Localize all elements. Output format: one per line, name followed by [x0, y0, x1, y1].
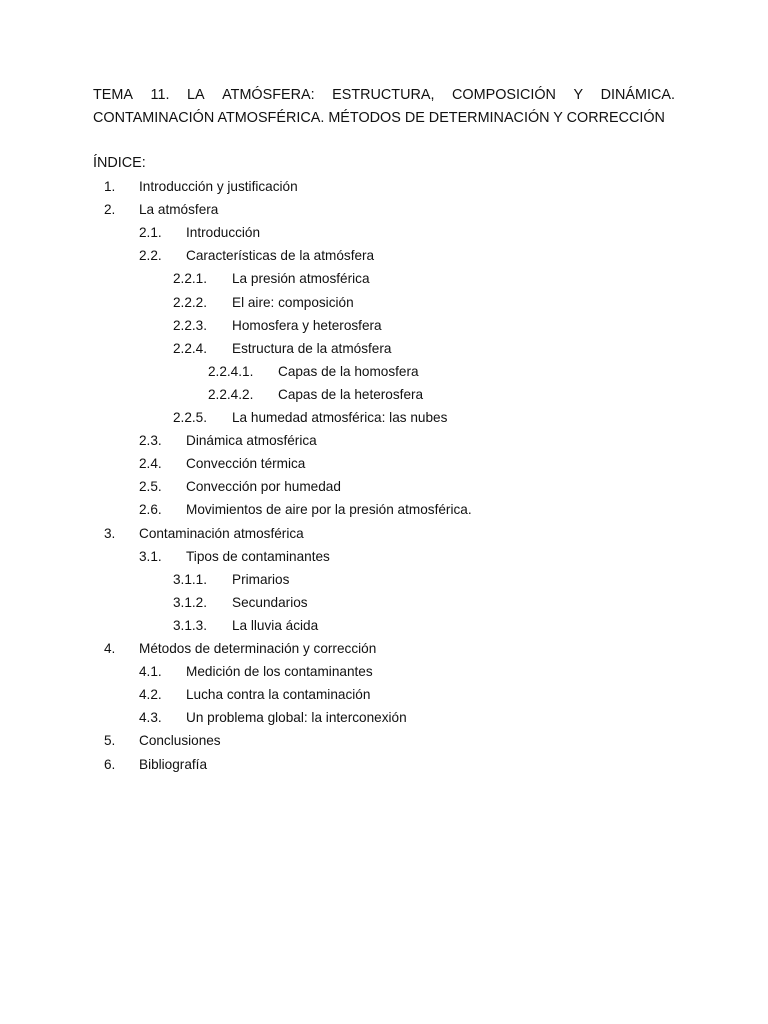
- toc-item-number: 2.2.4.2.: [208, 386, 254, 402]
- toc-item-number: 4.3.: [139, 710, 162, 726]
- toc-item-number: 2.4.: [139, 456, 162, 472]
- toc-item: [0, 246, 768, 266]
- toc-item: [0, 708, 768, 728]
- toc-item-text: Introducción y justificación: [139, 179, 298, 194]
- toc-item-number: 3.1.2.: [173, 594, 208, 610]
- toc-item-text: Movimientos de aire por la presión atmosférica.: [186, 502, 472, 518]
- toc-item: [0, 731, 768, 751]
- toc-item: [0, 200, 768, 220]
- toc-item-number: 2.: [104, 202, 116, 218]
- toc-item: [0, 385, 768, 405]
- toc-item: [0, 362, 768, 382]
- toc-item: [0, 685, 768, 705]
- toc-item: [0, 547, 768, 567]
- toc-item-text: Métodos de determinación y corrección: [139, 641, 377, 656]
- toc-item-number: 4.1.: [139, 664, 162, 680]
- toc-item-text: Lucha contra la contaminación: [186, 687, 371, 703]
- toc-item-number: 4.: [104, 641, 116, 656]
- toc-item: [0, 755, 768, 775]
- toc-item: [0, 616, 768, 636]
- toc-item: [0, 477, 768, 497]
- toc-item-number: 6.: [104, 756, 116, 772]
- title-word: COMPOSICIÓN: [452, 87, 556, 103]
- toc-item-text: La lluvia ácida: [232, 617, 319, 633]
- toc-item: [0, 500, 768, 520]
- toc-item-number: 3.: [104, 525, 116, 541]
- toc-item-number: 2.3.: [139, 433, 162, 449]
- toc-item: [0, 524, 768, 544]
- toc-item: [0, 593, 768, 613]
- toc-item-text: Medición de los contaminantes: [186, 664, 373, 680]
- toc-item: [0, 431, 768, 451]
- toc-item-number: 2.6.: [139, 502, 162, 518]
- toc-item: [0, 223, 768, 243]
- toc-item-number: 2.2.5.: [173, 410, 208, 425]
- toc-item: [0, 454, 768, 474]
- title-word: ATMÓSFERA:: [222, 87, 315, 103]
- toc-item-text: La atmósfera: [139, 202, 219, 218]
- toc-item-text: Introducción: [186, 225, 261, 241]
- toc-item-number: 2.2.: [139, 248, 162, 264]
- title-word: Y: [573, 87, 584, 103]
- toc-item: [0, 293, 768, 313]
- toc-item: [0, 316, 768, 336]
- toc-item-text: La presión atmosférica: [232, 271, 370, 287]
- toc-item-text: Tipos de contaminantes: [186, 548, 330, 564]
- title-word: LA: [186, 87, 205, 103]
- toc-item: [0, 570, 768, 590]
- toc-item-text: Capas de la heterosfera: [278, 386, 424, 402]
- toc-item-number: 5.: [104, 733, 116, 749]
- toc-item-text: Capas de la homosfera: [278, 363, 419, 379]
- title-word: 11.: [150, 87, 170, 103]
- title-line-2: CONTAMINACIÓN ATMOSFÉRICA. MÉTODOS DE DETERMINACIÓN Y CORRECCIÓN: [93, 110, 665, 126]
- toc-item-text: Contaminación atmosférica: [139, 525, 304, 541]
- toc-item-text: La humedad atmosférica: las nubes: [232, 410, 448, 425]
- toc-item-number: 2.2.4.: [173, 340, 208, 356]
- toc-item-number: 2.2.2.: [173, 294, 208, 310]
- toc-item-number: 3.1.3.: [173, 617, 208, 633]
- toc-item: [0, 639, 768, 659]
- toc-item-number: 2.2.3.: [173, 317, 208, 333]
- toc-item-text: Dinámica atmosférica: [186, 433, 317, 449]
- index-heading: ÍNDICE:: [93, 155, 146, 171]
- toc-item-text: Un problema global: la interconexión: [186, 710, 407, 726]
- toc-item-text: Secundarios: [232, 594, 308, 610]
- toc-item: [0, 177, 768, 197]
- toc-item-text: Primarios: [232, 571, 290, 587]
- toc-item-number: 2.1.: [139, 225, 162, 241]
- toc-item-text: Características de la atmósfera: [186, 248, 375, 264]
- toc-item-number: 1.: [104, 179, 116, 194]
- title-word: ESTRUCTURA,: [332, 87, 435, 103]
- toc-item-text: El aire: composición: [232, 294, 354, 310]
- title-word: TEMA: [93, 87, 133, 103]
- toc-item: [0, 662, 768, 682]
- toc-item-text: Conclusiones: [139, 733, 221, 749]
- toc-item-number: 2.2.4.1.: [208, 363, 254, 379]
- toc-item-number: 3.1.: [139, 548, 162, 564]
- toc-item: [0, 408, 768, 428]
- toc-item-number: 2.2.1.: [173, 271, 208, 287]
- toc-item-text: Estructura de la atmósfera: [232, 340, 392, 356]
- toc-item-number: 3.1.1.: [173, 571, 208, 587]
- title-word: DINÁMICA.: [600, 87, 675, 103]
- toc-item: [0, 339, 768, 359]
- toc-item-text: Convección por humedad: [186, 479, 341, 495]
- toc-item-text: Homosfera y heterosfera: [232, 317, 382, 333]
- toc-item: [0, 269, 768, 289]
- toc-item-number: 4.2.: [139, 687, 162, 703]
- toc-item-number: 2.5.: [139, 479, 162, 495]
- toc-item-text: Convección térmica: [186, 456, 306, 472]
- toc-item-text: Bibliografía: [139, 756, 208, 772]
